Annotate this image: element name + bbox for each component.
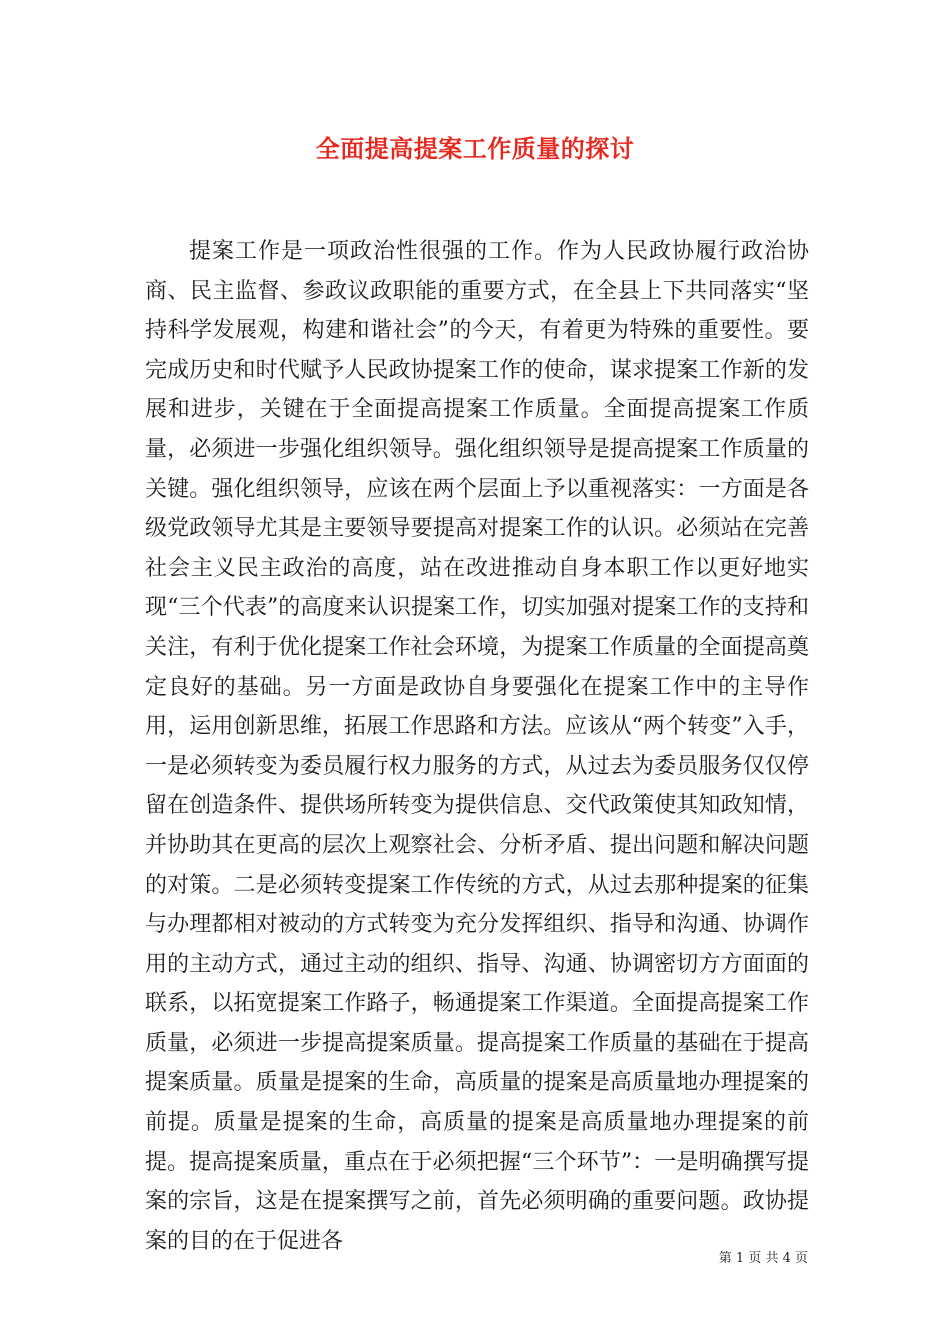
body-paragraph: 提案工作是一项政治性很强的工作。作为人民政协履行政治协商、民主监督、参政议政职能的重要方式，在全县上下共同落实“坚持科学发展观，构建和谐社会”的今天，有着更为特殊的重要性。要完成历史和时代赋予人民政协提案工作的使命，谋求提案工作新的发展和进步，关键在于全面提高提案工作质量。全面提高提案工作质量，必须进一步强化组织领导。强化组织领导是提高提案工作质量的关键。强化组织领导，应该在两个层面上予以重视落实：一方面是各级党政领导尤其是主要领导要提高对提案工作的认识。必须站在完善社会主义民主政治的高度，站在改进推动自身本职工作以更好地实现“三个代表”的高度来认识提案工作，切实加强对提案工作的支持和关注，有利于优化提案工作社会环境，为提案工作质量的全面提高奠定良好的基础。另一方面是政协自身要强化在提案工作中的主导作用，运用创新思维，拓展工作思路和方法。应该从“两个转变”入手，一是必须转变为委员履行权力服务的方式，从过去为委员服务仅仅停留在创造条件、提供场所转变为提供信息、交代政策使其知政知情，并协助其在更高的层次上观察社会、分析矛盾、提出问题和解决问题的对策。二是必须转变提案工作传统的方式，从过去那种提案的征集与办理都相对被动的方式转变为充分发挥组织、指导和沟通、协调作用的主动方式，通过主动的组织、指导、沟通、协调密切方方面面的联系，以拓宽提案工作路子，畅通提案工作渠道。全面提高提案工作质量，必须进一步提高提案质量。提高提案工作质量的基础在于提高提案质量。质量是提案的生命，高质量的提案是高质量地办理提案的前提。质量是提案的生命，高质量的提案是高质量地办理提案的前提。提高提案质量，重点在于必须把握“三个环节”：一是明确撰写提案的宗旨，这是在提案撰写之前，首先必须明确的重要问题。政协提案的目的在于促进各	[145, 239, 809, 1254]
page-number: 第 1 页 共 4 页	[718, 1251, 808, 1266]
document-title: 全面提高提案工作质量的探讨	[315, 134, 635, 163]
